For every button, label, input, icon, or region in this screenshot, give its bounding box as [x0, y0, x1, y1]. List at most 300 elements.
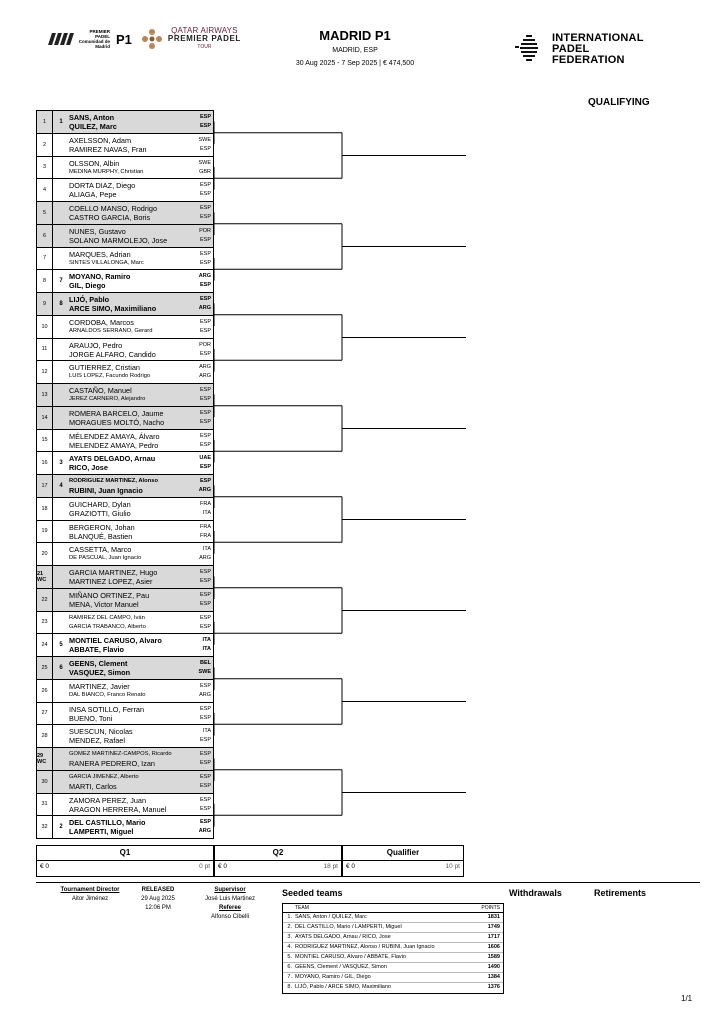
draw-entry — [36, 270, 214, 293]
player-1-nationality: ESP — [199, 182, 211, 189]
player-1-name: AYATS DELGADO, Arnau — [69, 454, 156, 464]
seed-team: GEENS, Clement / VASQUEZ, Simon — [295, 964, 387, 970]
player-2-name: MENA, Victor Manuel — [69, 599, 139, 609]
entry-number: 30 — [37, 771, 53, 793]
seeded-team-row — [283, 973, 503, 983]
entry-seed — [54, 225, 68, 247]
premier-padel-p1-logo — [50, 29, 132, 49]
entry-players — [69, 159, 199, 177]
entry-number: 23 — [37, 612, 53, 634]
player-1-nationality: FRA — [200, 523, 211, 530]
player-2-name: GIL, Diego — [69, 281, 106, 291]
entry-number: 29 WC — [37, 748, 53, 770]
fed-line-2: PADEL — [552, 42, 590, 55]
draw-entry — [36, 725, 214, 748]
player-2-name: BUENO, Toni — [69, 713, 113, 723]
player-1-nationality: SWE — [198, 159, 211, 166]
player-1-name: MIÑANO ORTINEZ, Pau — [69, 590, 150, 600]
supervisor-name: José Luis Martinez — [204, 896, 256, 902]
entry-nationalities — [195, 181, 211, 199]
player-1-nationality: ITA — [202, 637, 211, 644]
player-2-name: MEDINA MURPHY, Christian — [69, 168, 144, 175]
entry-nationalities — [195, 113, 211, 131]
entry-nationalities — [195, 705, 211, 723]
player-1-name: SANS, Anton — [69, 113, 115, 122]
released-info — [128, 887, 188, 911]
entry-players — [69, 295, 199, 313]
entry-seed: 2 — [59, 824, 63, 831]
player-2-name: GRAZIOTTI, Giulio — [69, 508, 131, 518]
entry-nationalities — [195, 591, 211, 609]
entry-seed — [54, 725, 68, 747]
entry-number: 3 — [37, 157, 53, 179]
draw-entry — [36, 248, 214, 271]
entry-seed — [54, 157, 68, 179]
player-2-nationality: ESP — [199, 418, 211, 425]
draw-entry — [36, 543, 214, 566]
player-2-name: ABBATE, Flavio — [69, 645, 125, 655]
entry-nationalities — [195, 682, 211, 700]
player-2-nationality: ESP — [199, 236, 211, 243]
entry-players — [69, 796, 199, 814]
player-1-name: GEENS, Clement — [69, 659, 128, 668]
player-1-name: INSA SOTILLO, Ferran — [69, 704, 145, 714]
entry-players — [69, 568, 199, 586]
seed-index: 7. — [287, 974, 292, 980]
entry-nationalities — [195, 295, 211, 313]
entry-players — [69, 614, 199, 632]
entry-seed — [54, 361, 68, 383]
entry-nationalities — [195, 773, 211, 791]
player-2-name: RANERA PEDRERO, Izan — [69, 759, 155, 768]
col-team: TEAM — [295, 905, 309, 911]
player-1-name: MARTINEZ, Javier — [69, 681, 130, 691]
seed-points: 1384 — [487, 974, 500, 980]
seed-points: 1606 — [487, 944, 500, 950]
section-title: QUALIFYING — [588, 97, 650, 108]
player-2-nationality: ESP — [199, 805, 211, 812]
entry-nationalities — [195, 272, 211, 290]
player-1-name: GUTIERREZ, Cristian — [69, 363, 140, 373]
entry-seed — [54, 407, 68, 429]
round-qualifier-name: Qualifier — [343, 846, 463, 861]
player-1-name: LIJÓ, Pablo — [69, 295, 110, 304]
player-2-nationality: ESP — [199, 350, 211, 357]
entry-seed — [54, 680, 68, 702]
draw-entry — [36, 475, 214, 498]
player-1-name: GARCIA JIMENEZ, Alberto — [69, 773, 139, 780]
entry-seed — [54, 430, 68, 452]
referee-name: Alfonso Cibelli — [210, 914, 250, 920]
entry-seed: 1 — [59, 118, 63, 125]
entry-players — [69, 591, 199, 609]
player-2-nationality: ESP — [199, 782, 211, 789]
seed-index: 1. — [287, 914, 292, 920]
entry-players — [69, 204, 199, 222]
p1-mark-icon — [50, 33, 72, 45]
entry-players — [69, 181, 199, 199]
player-1-name: MÉLENDEZ AMAYA, Álvaro — [69, 431, 160, 441]
draw-entry — [36, 680, 214, 703]
released-time: 12:06 PM — [145, 905, 171, 911]
draw-entry — [36, 703, 214, 726]
draw-entry — [36, 293, 214, 316]
player-2-nationality: ARG — [199, 691, 211, 698]
entry-seed — [54, 498, 68, 520]
player-1-nationality: ESP — [199, 819, 211, 826]
entry-number: 13 — [37, 384, 53, 406]
player-2-nationality: ARG — [198, 487, 211, 493]
entry-number: 22 — [37, 589, 53, 611]
seed-team: MOYANO, Ramiro / GIL, Diego — [295, 974, 371, 980]
seed-index: 3. — [287, 934, 292, 940]
entry-nationalities — [195, 454, 211, 472]
ipf-ball-icon — [512, 32, 546, 66]
seeded-team-row — [283, 943, 503, 953]
player-2-name: SINTES VILLALONGA, Marc — [69, 259, 144, 266]
tour-label: TOUR — [197, 44, 212, 50]
player-1-nationality: ESP — [199, 318, 211, 325]
round-q1-name: Q1 — [37, 846, 213, 861]
entry-players — [69, 477, 199, 495]
player-2-name: ARCE SIMO, Maximiliano — [69, 304, 157, 313]
player-2-nationality: FRA — [200, 532, 211, 539]
entry-seed: 6 — [59, 664, 63, 671]
draw-entry — [36, 361, 214, 384]
player-2-nationality: SWE — [198, 669, 211, 675]
entry-players — [69, 454, 199, 472]
round-q2-points: 18 pt — [323, 863, 338, 870]
player-2-name: LUIS LOPEZ, Facundo Rodrigo — [69, 373, 151, 380]
entry-nationalities — [195, 363, 211, 381]
entry-players — [69, 113, 199, 131]
header-logos — [50, 24, 241, 54]
player-2-nationality: GBR — [199, 168, 211, 175]
player-2-name: MELENDEZ AMAYA, Pedro — [69, 440, 159, 450]
player-1-name: CASTAÑO, Manuel — [69, 386, 132, 395]
qatar-premier-padel-logo — [140, 27, 241, 51]
player-1-nationality: ESP — [199, 205, 211, 211]
tournament-dates-prize: 30 Aug 2025 - 7 Sep 2025 | € 474,500 — [295, 60, 415, 67]
entry-nationalities — [195, 432, 211, 450]
player-1-name: CASSETTA, Marco — [69, 545, 132, 555]
entry-players — [69, 136, 199, 154]
entry-nationalities — [195, 227, 211, 245]
entry-number: 12 — [37, 361, 53, 383]
seeded-team-row — [283, 963, 503, 973]
draw-entry — [36, 452, 214, 475]
entry-players — [69, 545, 199, 563]
seeded-team-row — [283, 923, 503, 933]
player-2-nationality: ARG — [199, 373, 211, 380]
seed-index: 6. — [287, 964, 292, 970]
entry-players — [69, 523, 199, 541]
entry-players — [69, 341, 199, 359]
padel-flower-icon — [140, 27, 164, 51]
player-1-nationality: UAE — [199, 455, 211, 462]
seed-points: 1749 — [487, 924, 500, 930]
entry-nationalities — [195, 818, 211, 836]
player-2-name: ARAGON HERRERA, Manuel — [69, 804, 167, 814]
supervisor-label: Supervisor — [214, 887, 246, 893]
player-1-name: MARQUES, Adrian — [69, 249, 131, 259]
seed-team: RODRIGUEZ MARTINEZ, Alonso / RUBINI, Juan Ignacio — [295, 944, 435, 950]
entry-number: 28 — [37, 725, 53, 747]
fed-line-1: INTERNATIONAL — [552, 31, 644, 44]
entry-nationalities — [195, 136, 211, 154]
seed-index: 8. — [287, 984, 292, 990]
player-2-name: ARNALDOS SERRANO, Gerard — [69, 327, 153, 334]
player-2-nationality: ESP — [199, 441, 211, 448]
player-2-name: RICO, Jose — [69, 463, 108, 473]
entry-nationalities — [195, 568, 211, 586]
player-2-name: DE PASCUAL, Juan Ignacio — [69, 555, 142, 562]
retirements-title: Retirements — [594, 888, 647, 898]
entry-seed — [54, 589, 68, 611]
tour-name: PREMIER PADEL — [167, 34, 241, 43]
entry-players — [69, 432, 199, 450]
entry-number: 32 — [37, 816, 53, 838]
draw-entry — [36, 748, 214, 771]
entry-nationalities — [195, 341, 211, 359]
entry-nationalities — [195, 250, 211, 268]
entry-nationalities — [195, 523, 211, 541]
entry-players — [69, 750, 199, 768]
entry-players — [69, 705, 199, 723]
entry-players — [69, 318, 199, 336]
player-2-nationality: ESP — [199, 464, 211, 471]
entry-number: 5 — [37, 202, 53, 224]
ipf-logo — [512, 32, 644, 66]
draw-entry — [36, 589, 214, 612]
fed-line-3: FEDERATION — [552, 53, 625, 66]
round-qualifier-prize: € 0 — [346, 863, 356, 870]
entry-nationalities — [195, 477, 211, 495]
sponsor-name: QATAR AIRWAYS — [171, 26, 238, 35]
supervisor — [196, 887, 264, 920]
entry-number: 2 — [37, 134, 53, 156]
round-q1-prize: € 0 — [40, 863, 50, 870]
entry-seed — [54, 202, 68, 224]
entry-seed: 5 — [59, 642, 63, 649]
player-1-nationality: POR — [199, 227, 211, 234]
player-1-nationality: ESP — [199, 796, 211, 803]
entry-nationalities — [195, 727, 211, 745]
player-1-nationality: ESP — [199, 387, 211, 393]
draw-entry — [36, 521, 214, 544]
entry-number: 21 WC — [37, 566, 53, 588]
entry-seed — [54, 179, 68, 201]
seed-points: 1589 — [487, 954, 500, 960]
player-2-nationality: ESP — [199, 327, 211, 334]
entry-players — [69, 818, 199, 836]
player-1-name: SUESCUN, Nicolas — [69, 727, 133, 737]
entry-players — [69, 682, 199, 700]
entry-number: 18 — [37, 498, 53, 520]
player-1-name: DEL CASTILLO, Mario — [69, 818, 146, 828]
entry-players — [69, 227, 199, 245]
tournament-director — [44, 887, 136, 902]
director-name: Aitor Jiménez — [71, 896, 109, 902]
player-1-name: RODRIGUEZ MARTINEZ, Alonso — [69, 478, 158, 484]
player-2-name: MARTINEZ LOPEZ, Asier — [69, 577, 153, 586]
player-2-nationality: ESP — [199, 623, 211, 630]
player-2-nationality: ITA — [202, 646, 211, 653]
player-2-nationality: ARG — [199, 555, 211, 562]
draw-entry — [36, 566, 214, 589]
released-date: 29 Aug 2025 — [141, 896, 175, 902]
draw-entry — [36, 612, 214, 635]
seed-team: LIJÓ, Pablo / ARCE SIMO, Maximiliano — [295, 984, 391, 990]
draw-entry — [36, 407, 214, 430]
entry-seed — [54, 771, 68, 793]
entry-number: 11 — [37, 339, 53, 361]
entry-seed — [54, 794, 68, 816]
entry-nationalities — [195, 159, 211, 177]
entry-number: 17 — [37, 475, 53, 497]
player-1-nationality: ESP — [199, 114, 211, 120]
entry-number: 7 — [37, 248, 53, 270]
round-q1 — [36, 845, 214, 877]
entry-number: 20 — [37, 543, 53, 565]
player-1-nationality: ESP — [199, 614, 211, 621]
entry-players — [69, 363, 199, 381]
player-1-nationality: ITA — [202, 728, 211, 735]
entry-number: 31 — [37, 794, 53, 816]
player-2-name: LAMPERTI, Miguel — [69, 827, 134, 837]
player-2-nationality: ESP — [199, 282, 211, 289]
player-1-name: ROMERA BARCELO, Jaume — [69, 408, 164, 418]
entry-nationalities — [195, 614, 211, 632]
page-number: 1/1 — [681, 994, 693, 1003]
entry-seed — [54, 339, 68, 361]
player-2-nationality: ESP — [199, 259, 211, 266]
draw-entry — [36, 316, 214, 339]
player-2-name: SOLANO MARMOLEJO, Jose — [69, 235, 168, 245]
player-2-name: BLANQUÉ, Bastien — [69, 531, 133, 541]
player-1-name: MONTIEL CARUSO, Alvaro — [69, 636, 162, 646]
player-1-nationality: ESP — [199, 773, 211, 780]
entry-players — [69, 659, 199, 677]
draw-entry — [36, 157, 214, 180]
draw-entry — [36, 498, 214, 521]
seeded-teams-table — [282, 903, 504, 994]
entry-number: 16 — [37, 452, 53, 474]
entry-seed — [54, 748, 68, 770]
p1-logo-small-text: PREMIER PADEL Comunidad de Madrid — [78, 29, 110, 49]
player-1-nationality: ESP — [199, 250, 211, 257]
director-label: Tournament Director — [60, 887, 120, 893]
player-2-name: MARTI, Carlos — [69, 781, 117, 791]
player-2-name: ALIAGA, Pepe — [69, 190, 117, 200]
entry-number: 1 — [37, 111, 53, 133]
withdrawals-title: Withdrawals — [509, 888, 562, 898]
draw-entry — [36, 430, 214, 453]
entry-number: 6 — [37, 225, 53, 247]
player-1-name: NUNES, Gustavo — [69, 226, 126, 236]
entry-players — [69, 636, 199, 654]
entry-number: 9 — [37, 293, 53, 315]
player-2-nationality: ESP — [199, 578, 211, 584]
player-1-nationality: SWE — [198, 136, 211, 143]
draw-entry — [36, 111, 214, 134]
player-1-name: MOYANO, Ramiro — [69, 272, 131, 282]
player-1-name: GUICHARD, Dylan — [69, 499, 131, 509]
draw-entry — [36, 771, 214, 794]
entry-seed — [54, 248, 68, 270]
draw-entry — [36, 202, 214, 225]
entry-seed — [54, 134, 68, 156]
player-1-name: OLSSON, Albin — [69, 158, 120, 168]
player-2-nationality: ITA — [202, 509, 211, 516]
player-1-nationality: FRA — [200, 500, 211, 507]
entry-seed: 8 — [59, 300, 63, 307]
entry-number: 24 — [37, 634, 53, 656]
player-2-nationality: ESP — [199, 396, 211, 402]
entry-seed — [54, 703, 68, 725]
entry-number: 10 — [37, 316, 53, 338]
draw-entry — [36, 794, 214, 817]
seed-points: 1376 — [487, 984, 500, 990]
col-points: POINTS — [481, 905, 500, 911]
seeded-team-row — [283, 933, 503, 943]
player-1-nationality: ESP — [199, 751, 211, 757]
player-2-nationality: ESP — [199, 145, 211, 152]
tournament-location: MADRID, ESP — [332, 47, 378, 54]
seed-team: SANS, Anton / QUILEZ, Marc — [295, 914, 367, 920]
draw-entry — [36, 339, 214, 362]
player-2-name: VASQUEZ, Simon — [69, 668, 131, 677]
draw-entry — [36, 657, 214, 680]
entry-players — [69, 727, 199, 745]
draw-entry — [36, 134, 214, 157]
seeded-team-row — [283, 953, 503, 963]
entry-number: 19 — [37, 521, 53, 543]
player-2-name: MORAGUES MOLTÓ, Nacho — [69, 417, 165, 427]
seed-index: 4. — [287, 944, 292, 950]
entry-nationalities — [195, 204, 211, 222]
player-2-name: QUILEZ, Marc — [69, 122, 117, 131]
player-1-name: GOMEZ MARTINEZ-CAMPOS, Ricardo — [69, 751, 172, 757]
entry-players — [69, 272, 199, 290]
round-q2 — [214, 845, 342, 877]
draw-entry — [36, 634, 214, 657]
player-2-nationality: ESP — [199, 737, 211, 744]
seeded-team-row — [283, 983, 503, 993]
player-2-name: CASTRO GARCIA, Boris — [69, 213, 151, 222]
player-1-nationality: BEL — [200, 660, 211, 666]
player-1-nationality: ESP — [199, 432, 211, 439]
player-1-name: COELLO MANSO, Rodrigo — [69, 204, 157, 213]
player-2-name: GARCIA TRABANCO, Alberto — [69, 623, 146, 630]
entry-players — [69, 250, 199, 268]
player-1-name: BERGERON, Johan — [69, 522, 135, 532]
player-1-nationality: ESP — [199, 705, 211, 712]
player-1-nationality: ESP — [199, 409, 211, 416]
seeded-teams-header — [283, 904, 503, 913]
p1-logo-big-text: P1 — [116, 31, 132, 47]
entry-nationalities — [195, 636, 211, 654]
entry-nationalities — [195, 500, 211, 518]
entry-number: 4 — [37, 179, 53, 201]
round-q1-points: 0 pt — [199, 863, 210, 870]
player-1-name: AXELSSON, Adam — [69, 135, 132, 145]
entry-number: 26 — [37, 680, 53, 702]
player-2-nationality: ESP — [199, 760, 211, 766]
seed-points: 1717 — [487, 934, 500, 940]
entry-nationalities — [195, 750, 211, 768]
entry-nationalities — [195, 796, 211, 814]
